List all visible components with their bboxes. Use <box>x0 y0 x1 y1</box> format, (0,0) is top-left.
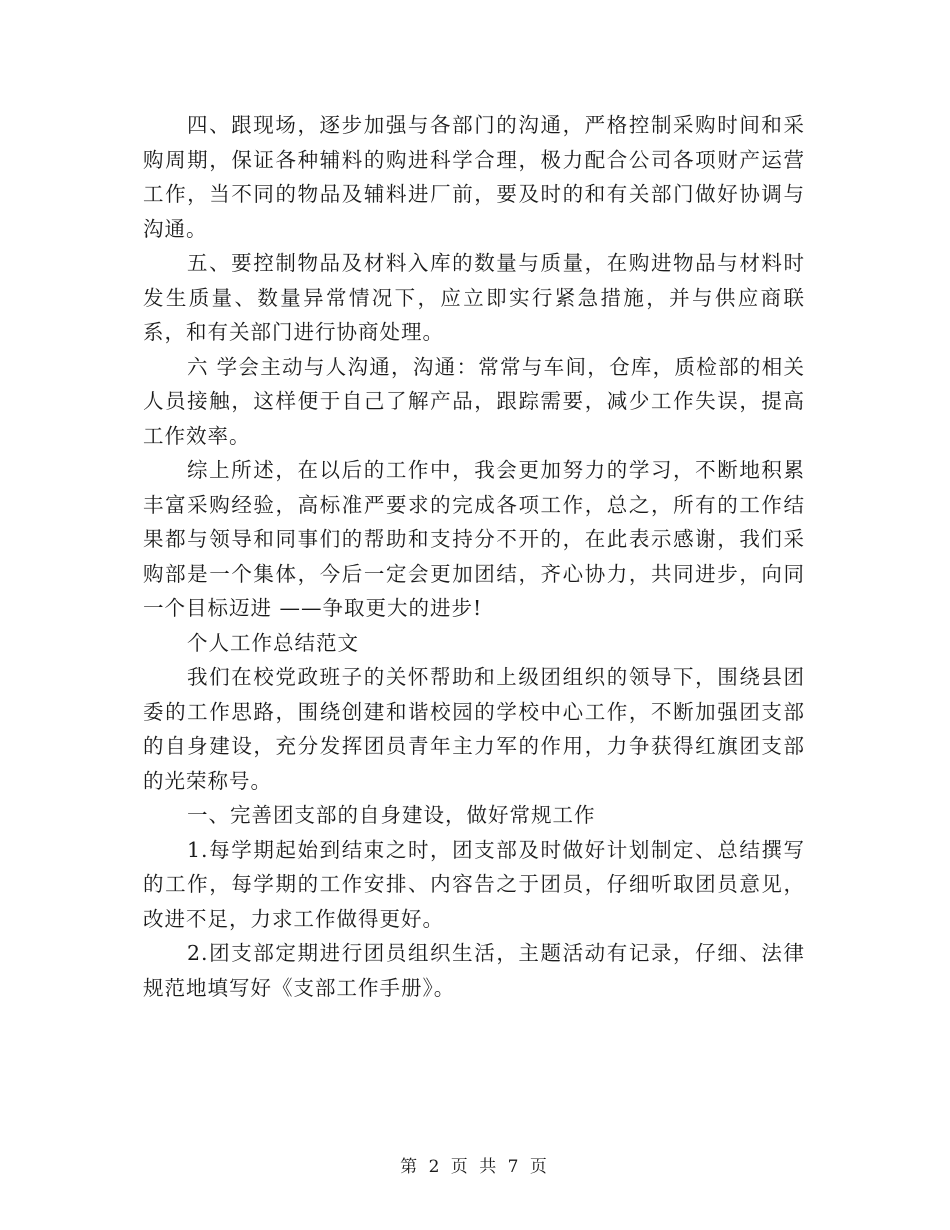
section-title: 个人工作总结范文 <box>187 630 359 655</box>
page-footer <box>0 1152 950 1177</box>
paragraph-procurement-4: 四、跟现场，逐步加强与各部门的沟通，严格控制采购时间和采购周期，保证各种辅料的购进科学合理，极力配合公司各项财产运营工作，当不同的物品及辅料进厂前，要及时的和有关部门做好协调与沟通。 <box>143 113 805 241</box>
subsection-heading: 一、完善团支部的自身建设，做好常规工作 <box>187 803 596 827</box>
paragraph-intro: 我们在校党政班子的关怀帮助和上级团组织的领导下，围绕县团委的工作思路，围绕创建和谐校园的学校中心工作，不断加强团支部的自身建设，充分发挥团员青年主力军的作用，力争获得红旗团支部的光荣称号。 <box>143 665 805 793</box>
document-body <box>143 108 805 1005</box>
paragraph-procurement-5: 五、要控制物品及材料入库的数量与质量，在购进物品与材料时发生质量、数量异常情况下，应立即实行紧急措施，并与供应商联系，和有关部门进行协商处理。 <box>143 251 805 344</box>
list-item-2: 2.团支部定期进行团员组织生活，主题活动有记录，仔细、法律规范地填写好《支部工作手册》。 <box>143 941 805 1000</box>
paragraph-procurement-6: 六 学会主动与人沟通，沟通：常常与车间，仓库，质检部的相关人员接触，这样便于自己了解产品，跟踪需要，减少工作失误，提高工作效率。 <box>143 354 805 448</box>
list-item-1: 1.每学期起始到结束之时，团支部及时做好计划制定、总结撰写的工作，每学期的工作安排、内容告之于团员，仔细听取团员意见，改进不足，力求工作做得更好。 <box>143 837 805 931</box>
paragraph-conclusion: 综上所述，在以后的工作中，我会更加努力的学习，不断地积累丰富采购经验，高标准严要求的完成各项工作，总之，所有的工作结果都与领导和同事们的帮助和支持分不开的，在此表示感谢，我们采购部是一个集体，今后一定会更加团结，齐心协力，共同进步，向同一个目标迈进 ——争取更大的进步! <box>143 458 805 620</box>
page-number: 第 2 页 共 7 页 <box>400 1157 550 1177</box>
